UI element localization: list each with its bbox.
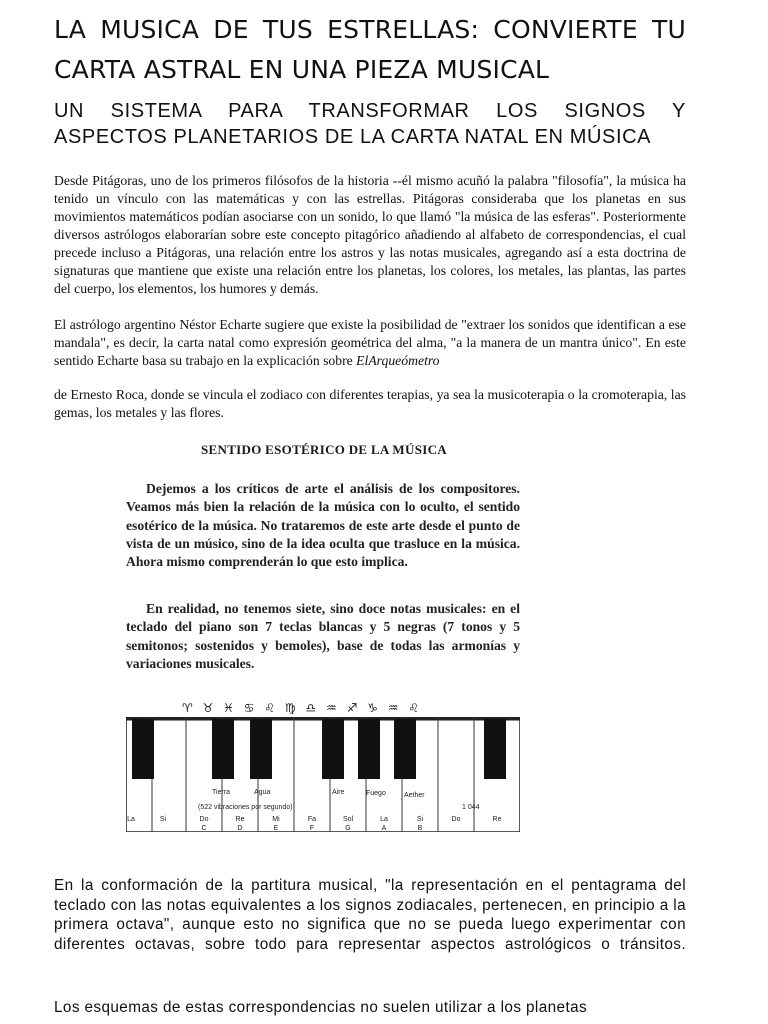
subtitle-line-1: UN SISTEMA PARA TRANSFORMAR LOS SIGNOS Y bbox=[54, 100, 686, 122]
paragraph-echarte-text: El astrólogo argentino Néstor Echarte sugiere que existe la posibilidad de "extraer los sonidos que identifican a ese mandala", es decir, la carta natal como expresión geométrica del alma, "a la manera de un mantra único". En este sentido Echarte basa su trabajo en la explicación sobre bbox=[54, 317, 686, 368]
note-name: La bbox=[380, 816, 388, 823]
document-subtitle bbox=[54, 98, 686, 150]
note-name: La bbox=[127, 816, 135, 823]
vibration-value: 1 044 bbox=[462, 804, 480, 811]
note-name: Si bbox=[416, 816, 424, 823]
note-name: Si bbox=[159, 816, 167, 823]
subtitle-line-2: ASPECTOS PLANETARIOS DE LA CARTA NATAL EN MÚSICA bbox=[54, 126, 652, 148]
note-letter: C bbox=[201, 825, 207, 832]
paragraph-partitura: En la conformación de la partitura musical, "la representación en el pentagrama del teclado con las notas equivalentes a los signos zodiacales, pertenecen, en principio a la primera octava", aunque esto no significa que no se pueda luego experimentar con diferentes octavas, sobre todo para representar aspectos astrológicos o tránsitos. bbox=[54, 877, 686, 953]
note-letter: D bbox=[237, 825, 243, 832]
scan-heading: SENTIDO ESOTÉRICO DE LA MÚSICA bbox=[201, 442, 447, 457]
element-agua-label: Agua bbox=[254, 789, 271, 796]
piano-keys bbox=[126, 717, 520, 832]
element-tierra-label: Tierra bbox=[212, 789, 231, 796]
paragraph-roca: de Ernesto Roca, donde se vincula el zodiaco con diferentes terapias, ya sea la musicoterapia o la cromoterapia, las gemas, los metales y las flores. bbox=[54, 387, 686, 420]
title-line-2: CARTA ASTRAL EN UNA PIEZA MUSICAL bbox=[54, 55, 550, 84]
black-key bbox=[212, 719, 234, 779]
element-fuego-label: Fuego bbox=[366, 790, 386, 797]
black-key bbox=[132, 719, 154, 779]
zodiac-symbols-row: ♈ ♉ ♓ ♋ ♌ ♍ ♎ ♒ ♐ ♑ ♒ ♌ bbox=[182, 701, 423, 715]
black-key bbox=[250, 719, 272, 779]
paragraph-pitagoras: Desde Pitágoras, uno de los primeros filósofos de la historia --él mismo acuñó la palabra "filosofía", la música ha tenido un vínculo con las matemáticas y con las estrellas. Pitágoras consideraba que los planetas en sus movimientos matemáticos podían asociarse con un sonido, lo que llamó "la música de las esferas". Posteriormente diversos astrólogos elaborarían sobre este concepto pitagórico añadiendo al alfabeto de correspondencias, el cual precede incluso a Pitágoras, una relación entre los astros y las notas musicales, agregando así a esta doctrina de signaturas que mantiene que existe una relación entre los planetas, los colores, los metales, las plantas, las partes del cuerpo, los elementos, los humores y demás. bbox=[54, 173, 686, 296]
element-aire-label: Aire bbox=[332, 789, 345, 796]
note-name: Do bbox=[451, 816, 461, 823]
black-key bbox=[322, 719, 344, 779]
element-aether-label: Aether bbox=[404, 792, 425, 799]
black-key bbox=[394, 719, 416, 779]
scan-paragraph-1: Dejemos a los críticos de arte el análisis de los compositores. Veamos más bien la relación de la música con lo oculto, el sentido esotérico de la música. No trataremos de este arte desde el punto de vista de un músico, sino de la idea oculta que trasluce en la música. Ahora mismo comprenderán lo que esto implica. bbox=[126, 481, 520, 570]
paragraph-esquemas: Los esquemas de estas correspondencias no suelen utilizar a los planetas bbox=[54, 999, 588, 1016]
scan-paragraph-2: En realidad, no tenemos siete, sino doce notas musicales: en el teclado del piano son 7 teclas blancas y 5 negras (7 tonos y 5 semitonos; sostenidos y bemoles), base de todas las armonías y variaciones musicales. bbox=[126, 601, 520, 671]
note-letter: F bbox=[309, 825, 315, 832]
paragraph-echarte bbox=[54, 316, 686, 370]
note-name: Do bbox=[199, 816, 209, 823]
note-letter: A bbox=[381, 825, 387, 832]
piano-keyboard-figure bbox=[126, 697, 520, 832]
black-key bbox=[358, 719, 380, 779]
scanned-excerpt bbox=[126, 432, 526, 832]
note-letter: G bbox=[345, 825, 351, 832]
note-name: Sol bbox=[342, 816, 354, 823]
arqueometro-title: ElArqueómetro bbox=[356, 353, 440, 368]
title-line-1: LA MUSICA DE TUS ESTRELLAS: CONVIERTE TU bbox=[54, 15, 686, 44]
document-title bbox=[54, 10, 686, 90]
note-letter: E bbox=[273, 825, 279, 832]
note-letter: B bbox=[417, 825, 423, 832]
black-key bbox=[484, 719, 506, 779]
note-name: Fa bbox=[307, 816, 317, 823]
note-letters-row bbox=[126, 825, 520, 835]
note-name: Re bbox=[492, 816, 502, 823]
vibration-label: (522 vibraciones por segundo) bbox=[198, 804, 293, 811]
note-name: Mi bbox=[272, 816, 280, 823]
note-name: Re bbox=[235, 816, 245, 823]
